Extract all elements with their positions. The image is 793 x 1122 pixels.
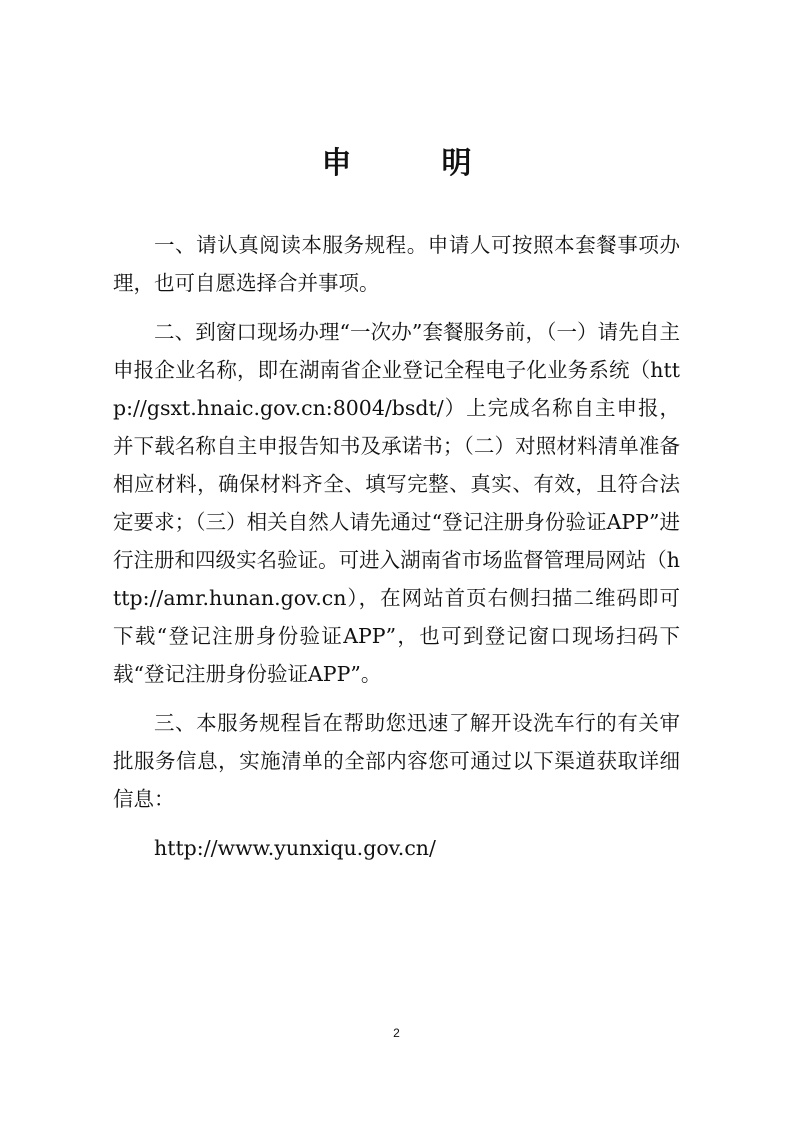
paragraph-2: 二、到窗口现场办理“一次办”套餐服务前，（一）请先自主申报企业名称，即在湖南省企业登记全程电子化业务系统（http://gsxt.hnaic.gov.cn:8004/bsdt/）上完成名称自主申报，并下载名称自主申报告知书及承诺书；（二）对照材料清单准备相应材料，确保材料齐全、填写完整、真实、有效，且符合法定要求；（三）相关自然人请先通过“登记注册身份验证APP”进行注册和四级实名验证。可进入湖南省市场监督管理局网站（http://amr.hunan.gov.cn），在网站首页右侧扫描二维码即可下载“登记注册身份验证APP”，也可到登记窗口现场扫码下载“登记注册身份验证APP”。 <box>113 320 680 686</box>
paragraph-3: 三、本服务规程旨在帮助您迅速了解开设洗车行的有关审批服务信息，实施清单的全部内容您可通过以下渠道获取详细信息： <box>113 711 680 811</box>
website-link[interactable]: http://www.yunxiqu.gov.cn/ <box>154 836 436 860</box>
page-title: 申 明 <box>321 146 502 181</box>
document-body <box>113 226 680 867</box>
page-number: 2 <box>393 1026 400 1040</box>
paragraph-1: 一、请认真阅读本服务规程。申请人可按照本套餐事项办理，也可自愿选择合并事项。 <box>113 233 680 295</box>
